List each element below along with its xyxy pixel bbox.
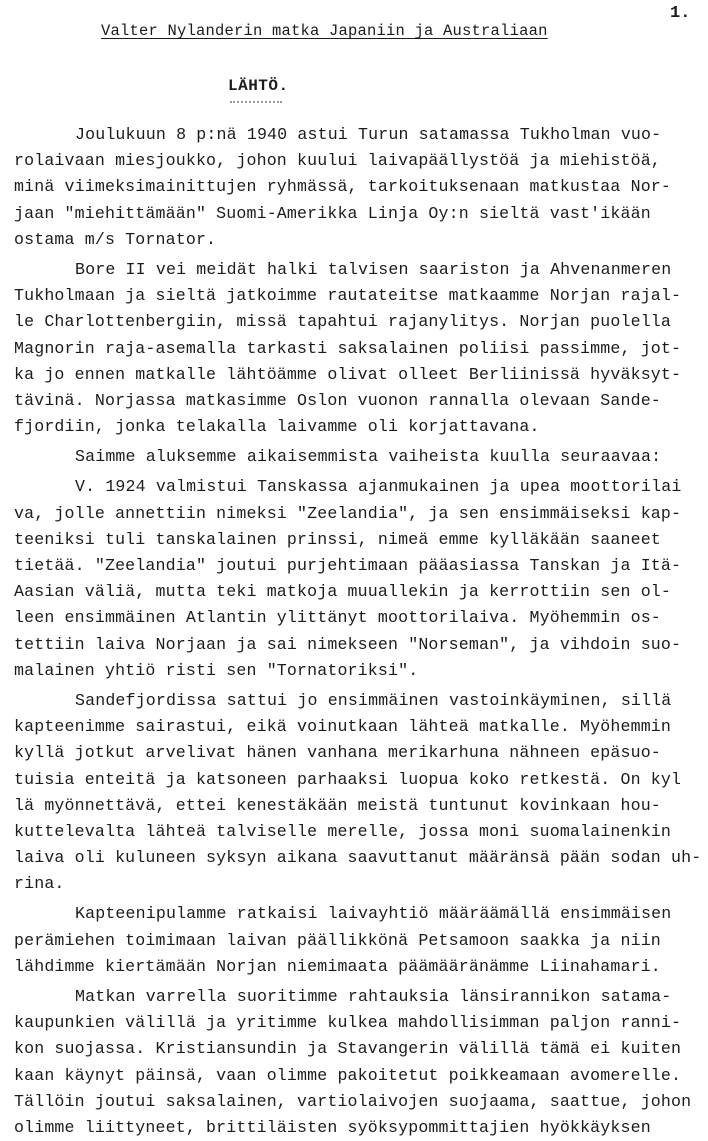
- text-line: va, jolle annettiin nimeksi "Zeelandia", ja sen ensimmäiseksi kap-: [14, 503, 682, 523]
- text-line: Joulukuun 8 p:nä 1940 astui Turun satamassa Tukholman vuo-: [75, 125, 662, 144]
- text-line: lähdimme kiertämään Norjan niemimaata päämääränämme Liinahamari.: [14, 956, 661, 976]
- text-line: malainen yhtiö risti sen "Tornatoriksi".: [14, 660, 419, 680]
- text-line: rina.: [14, 874, 65, 894]
- text-line: tuisia enteitä ja katsoneen parhaaksi luopua koko retkestä. On kyl: [14, 769, 682, 789]
- section-heading: LÄHTÖ.: [228, 77, 289, 95]
- text-line: lä myönnettävä, ettei kenestäkään meistä tuntunut kovinkaan hou-: [14, 795, 661, 815]
- text-line: Sandefjordissa sattui jo ensimmäinen vastoinkäyminen, sillä: [75, 690, 672, 710]
- text-line: tietää. "Zeelandia" joutui purjehtimaan pääasiassa Tanskan ja Itä-: [14, 556, 682, 575]
- text-line: V. 1924 valmistui Tanskassa ajanmukainen ja upea moottorilai: [75, 477, 682, 497]
- text-line: Bore II vei meidät halki talvisen saariston ja Ahvenanmeren: [75, 259, 672, 279]
- text-line: perämiehen toimimaan laivan päällikkönä Petsamoon saakka ja niin: [14, 930, 661, 950]
- text-line: fjordiin, jonka telakalla laivamme oli korjattavana.: [14, 417, 540, 437]
- text-line: kapteenimme sairastui, eikä voinutkaan lähteä matkalle. Myöhemmin: [14, 717, 672, 737]
- document-title: Valter Nylanderin matka Japaniin ja Australiaan: [101, 22, 548, 40]
- text-line: Tukholmaan ja sieltä jatkoimme rautateitse matkaamme Norjan rajal-: [14, 286, 682, 306]
- text-line: laiva oli kuluneen syksyn aikana saavuttanut määränsä pään sodan uh-: [14, 848, 702, 868]
- text-line: jaan "miehittämään" Suomi-Amerikka Linja Oy:n sieltä vast'ikään: [14, 203, 651, 223]
- text-line: kon suojassa. Kristiansundin ja Stavangerin välillä tämä ei kuiten: [14, 1039, 682, 1059]
- text-line: le Charlottenbergiin, missä tapahtui rajanylitys. Norjan puolella: [14, 312, 672, 332]
- text-line: Matkan varrella suoritimme rahtauksia länsirannikon satama-: [75, 987, 672, 1006]
- text-line: olimme liittyneet, brittiläisten syöksypommittajien hyökkäyksen: [14, 1117, 651, 1137]
- text-line: kyllä jotkut arvelivat hänen vanhana merikarhuna nähneen epäsuo-: [14, 743, 661, 763]
- body-text: [14, 122, 704, 1141]
- text-line: leen ensimmäinen Atlantin ylittänyt moottorilaiva. Myöhemmin os-: [14, 608, 661, 628]
- text-line: teeniksi tuli tanskalainen prinssi, nimeä emme kylläkään saaneet: [14, 529, 661, 549]
- text-line: Saimme aluksemme aikaisemmista vaiheista kuulla seuraavaa:: [75, 447, 662, 467]
- text-line: Kapteenipulamme ratkaisi laivayhtiö määräämällä ensimmäisen: [75, 904, 672, 924]
- text-line: tävinä. Norjassa matkasimme Oslon vuonon rannalla olevaan Sande-: [14, 390, 661, 410]
- text-line: rolaivaan miesjoukko, johon kuului laivapäällystöä ja miehistöä,: [14, 151, 661, 171]
- text-line: kaan käynyt päinsä, vaan olimme pakoitetut poikkeamaan avomerelle.: [14, 1065, 682, 1085]
- text-line: ostama m/s Tornator.: [14, 229, 217, 249]
- text-line: minä viimeksimainittujen ryhmässä, tarkoituksenaan matkustaa Nor-: [14, 177, 672, 197]
- text-line: Magnorin raja-asemalla tarkasti saksalainen poliisi passimme, jot-: [14, 338, 682, 358]
- text-line: tettiin laiva Norjaan ja sai nimekseen "Norseman", ja vihdoin suo-: [14, 634, 682, 654]
- text-line: kaupunkien välillä ja yritimme kulkea mahdollisimman paljon ranni-: [14, 1013, 682, 1033]
- text-line: kuttelevalta lähteä talviselle merelle, jossa moni suomalainenkin: [14, 821, 672, 841]
- page-number: 1.: [670, 4, 691, 23]
- text-line: Aasian väliä, mutta teki matkoja muuallekin ja kerrottiin sen ol-: [14, 582, 672, 602]
- text-line: ka jo ennen matkalle lähtöämme olivat olleet Berliinissä hyväksyt-: [14, 364, 682, 384]
- text-line: Tällöin joutui saksalainen, vartiolaivojen suojaama, saattue, johon: [14, 1091, 692, 1111]
- heading-underline: [230, 101, 282, 103]
